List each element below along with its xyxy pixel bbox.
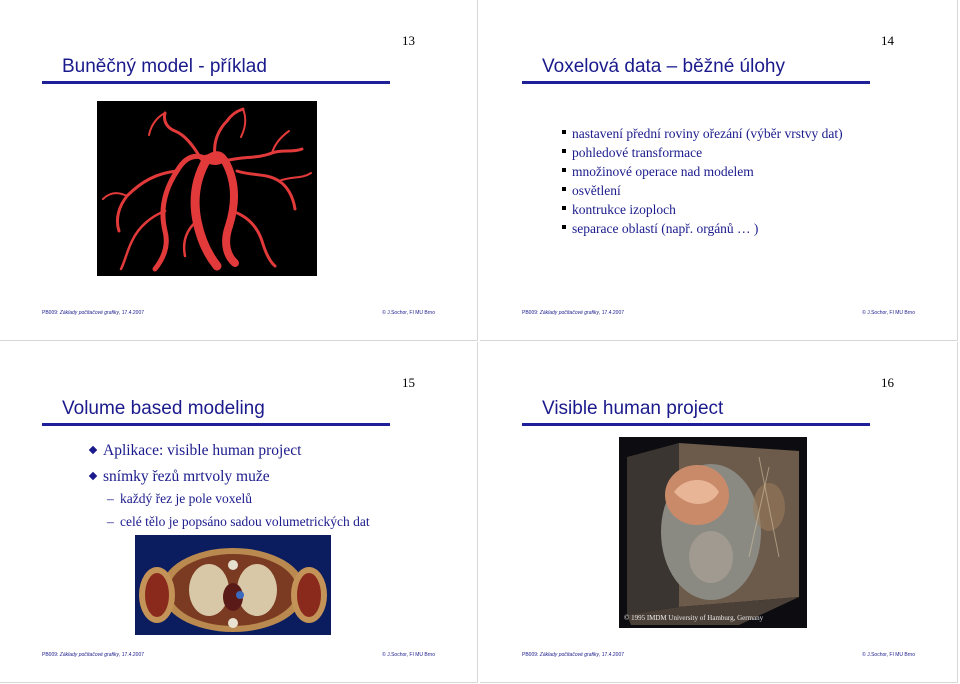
square-bullet-icon [562, 130, 566, 134]
dash-bullet-icon: – [107, 514, 114, 529]
image-caption: © 1995 IMDM University of Hamburg, Germany [624, 614, 764, 622]
ct-cross-section-image [135, 535, 331, 635]
footer-course: PB009: Základy počítačové grafiky, 17.4.2007 [522, 310, 625, 316]
visible-human-render-image [619, 437, 807, 628]
title-rule [42, 423, 390, 426]
slide-number: 13 [402, 33, 415, 48]
list-item: – každý řez je pole voxelů [107, 487, 370, 510]
square-bullet-icon [562, 187, 566, 191]
title-rule [522, 81, 870, 84]
slide-15 [0, 342, 478, 683]
slide-14 [480, 0, 958, 341]
slide-number: 15 [402, 375, 415, 390]
list-item: snímky řezů mrtvoly muže [90, 464, 301, 490]
list-item: – celé tělo je popsáno sadou volumetrických dat [107, 510, 370, 533]
task-list [562, 124, 843, 238]
slide-title: Voxelová data – běžné úlohy [542, 56, 785, 77]
list-item: nastavení přední roviny ořezání (výběr vrstvy dat) [562, 124, 843, 143]
square-bullet-icon [562, 149, 566, 153]
list-item: pohledové transformace [562, 143, 843, 162]
sub-bullet-list [107, 487, 370, 533]
footer-copyright: © J.Sochor, FI MU Brno [862, 310, 915, 316]
slide-title: Volume based modeling [62, 398, 265, 419]
slide-title: Buněčný model - příklad [62, 56, 267, 77]
square-bullet-icon [562, 206, 566, 210]
slide-title: Visible human project [542, 398, 724, 419]
list-item: osvětlení [562, 181, 843, 200]
diamond-bullet-icon [89, 472, 97, 480]
square-bullet-icon [562, 168, 566, 172]
title-rule [42, 81, 390, 84]
footer-course: PB009: Základy počítačové grafiky, 17.4.2007 [522, 652, 625, 658]
square-bullet-icon [562, 225, 566, 229]
bullet-list [90, 438, 301, 490]
title-rule [522, 423, 870, 426]
diamond-bullet-icon [89, 446, 97, 454]
visible-human-graphic [619, 437, 807, 628]
footer-copyright: © J.Sochor, FI MU Brno [382, 652, 435, 658]
footer-course: PB009: Základy počítačové grafiky, 17.4.2007 [42, 310, 145, 316]
list-item: Aplikace: visible human project [90, 438, 301, 464]
list-item: separace oblastí (např. orgánů … ) [562, 219, 843, 238]
cerebral-vessels-graphic [97, 101, 317, 276]
footer-copyright: © J.Sochor, FI MU Brno [382, 310, 435, 316]
cross-section-graphic [135, 535, 331, 635]
slide-number: 14 [881, 33, 894, 48]
slide-13 [0, 0, 478, 341]
footer-course: PB009: Základy počítačové grafiky, 17.4.2007 [42, 652, 145, 658]
list-item: kontrukce izoploch [562, 200, 843, 219]
cerebral-vessels-image [97, 101, 317, 276]
slide-16 [480, 342, 958, 683]
dash-bullet-icon: – [107, 491, 114, 506]
footer-copyright: © J.Sochor, FI MU Brno [862, 652, 915, 658]
list-item: množinové operace nad modelem [562, 162, 843, 181]
slide-number: 16 [881, 375, 894, 390]
